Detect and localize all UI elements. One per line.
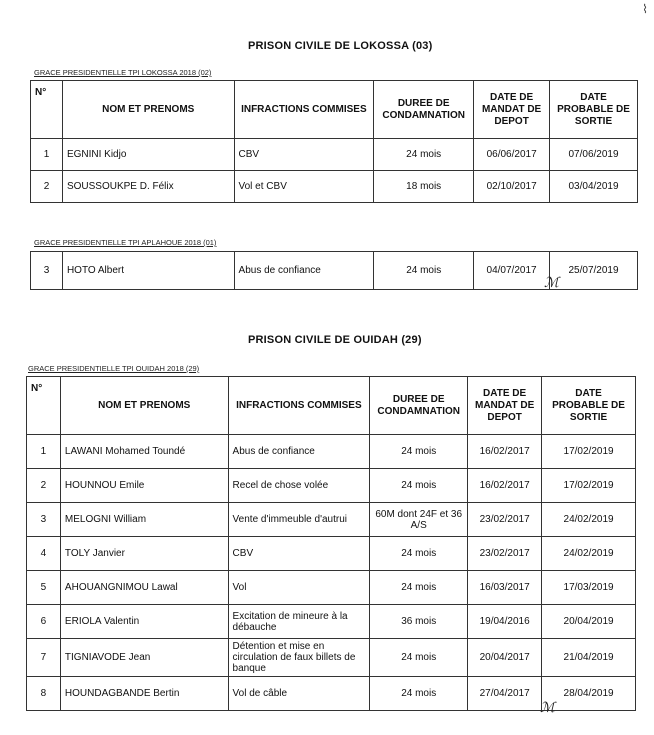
col-header-release: DATE PROBABLE DE SORTIE: [542, 377, 636, 435]
cell-deposit: 06/06/2017: [474, 139, 550, 171]
col-header-name: NOM ET PRENOMS: [60, 377, 228, 435]
cell-name: LAWANI Mohamed Toundé: [60, 435, 228, 469]
cell-deposit: 16/02/2017: [468, 469, 542, 503]
cell-release: 24/02/2019: [542, 537, 636, 571]
cell-no: 3: [27, 503, 61, 537]
cell-duration: 18 mois: [374, 171, 474, 203]
cell-name: HOUNNOU Emile: [60, 469, 228, 503]
table-row: [27, 503, 636, 537]
cell-release: 17/03/2019: [542, 571, 636, 605]
cell-deposit: 27/04/2017: [468, 677, 542, 711]
cell-name: EGNINI Kidjo: [62, 139, 234, 171]
table-row: [27, 435, 636, 469]
cell-name: MELOGNI William: [60, 503, 228, 537]
cell-deposit: 04/07/2017: [474, 252, 550, 290]
cell-name: ERIOLA Valentin: [60, 605, 228, 639]
cell-offense: Recel de chose volée: [228, 469, 370, 503]
cell-duration: 24 mois: [370, 639, 468, 677]
subtitle-aplahoue: GRACE PRESIDENTIELLE TPI APLAHOUE 2018 (01): [34, 238, 217, 247]
col-header-duration: DUREE DE CONDAMNATION: [374, 81, 474, 139]
cell-duration: 60M dont 24F et 36 A/S: [370, 503, 468, 537]
cell-no: 4: [27, 537, 61, 571]
cell-name: AHOUANGNIMOU Lawal: [60, 571, 228, 605]
cell-no: 2: [31, 171, 63, 203]
cell-offense: Vente d'immeuble d'autrui: [228, 503, 370, 537]
cell-release: 07/06/2019: [550, 139, 638, 171]
table-row: [31, 171, 638, 203]
cell-name: SOUSSOUKPE D. Félix: [62, 171, 234, 203]
cell-name: TIGNIAVODE Jean: [60, 639, 228, 677]
signature-mark-icon: ℳ: [540, 700, 555, 716]
cell-release: 17/02/2019: [542, 435, 636, 469]
subtitle-ouidah: GRACE PRESIDENTIELLE TPI OUIDAH 2018 (29): [28, 364, 200, 373]
cell-release: 20/04/2019: [542, 605, 636, 639]
col-header-no: N°: [27, 377, 61, 435]
table-row: [27, 571, 636, 605]
table-header-row: [31, 81, 638, 139]
cell-offense: Abus de confiance: [234, 252, 374, 290]
signature-mark-icon: ℳ: [544, 275, 559, 291]
cell-no: 3: [31, 252, 63, 290]
col-header-no: N°: [31, 81, 63, 139]
cell-release: 21/04/2019: [542, 639, 636, 677]
cell-deposit: 16/03/2017: [468, 571, 542, 605]
table-row: [27, 537, 636, 571]
col-header-deposit: DATE DE MANDAT DE DEPOT: [468, 377, 542, 435]
cell-deposit: 23/02/2017: [468, 537, 542, 571]
cell-duration: 24 mois: [370, 571, 468, 605]
cell-duration: 24 mois: [370, 677, 468, 711]
cell-deposit: 02/10/2017: [474, 171, 550, 203]
cell-no: 7: [27, 639, 61, 677]
section-title-lokossa: PRISON CIVILE DE LOKOSSA (03): [248, 40, 433, 52]
cell-duration: 24 mois: [370, 469, 468, 503]
table-lokossa: [30, 80, 638, 203]
cell-offense: Excitation de mineure à la débauche: [228, 605, 370, 639]
cell-offense: Vol et CBV: [234, 171, 374, 203]
cell-deposit: 19/04/2016: [468, 605, 542, 639]
cell-offense: Abus de confiance: [228, 435, 370, 469]
col-header-deposit: DATE DE MANDAT DE DEPOT: [474, 81, 550, 139]
cell-release: 25/07/2019: [550, 252, 638, 290]
section-title-ouidah: PRISON CIVILE DE OUIDAH (29): [248, 334, 422, 346]
col-header-name: NOM ET PRENOMS: [62, 81, 234, 139]
table-row: [27, 605, 636, 639]
table-row: [31, 139, 638, 171]
table-ouidah: [26, 376, 636, 711]
subtitle-lokossa: GRACE PRESIDENTIELLE TPI LOKOSSA 2018 (02): [34, 68, 212, 77]
cell-offense: CBV: [228, 537, 370, 571]
cell-release: 17/02/2019: [542, 469, 636, 503]
cell-deposit: 20/04/2017: [468, 639, 542, 677]
cell-release: 03/04/2019: [550, 171, 638, 203]
col-header-release: DATE PROBABLE DE SORTIE: [550, 81, 638, 139]
cell-duration: 24 mois: [370, 537, 468, 571]
cell-name: TOLY Janvier: [60, 537, 228, 571]
cell-offense: Détention et mise en circulation de faux billets de banque: [228, 639, 370, 677]
cell-duration: 24 mois: [374, 139, 474, 171]
corner-mark-icon: ⌇: [642, 2, 648, 16]
cell-name: HOTO Albert: [62, 252, 234, 290]
cell-no: 5: [27, 571, 61, 605]
cell-deposit: 16/02/2017: [468, 435, 542, 469]
col-header-offense: INFRACTIONS COMMISES: [228, 377, 370, 435]
cell-release: 24/02/2019: [542, 503, 636, 537]
col-header-duration: DUREE DE CONDAMNATION: [370, 377, 468, 435]
col-header-offense: INFRACTIONS COMMISES: [234, 81, 374, 139]
cell-no: 1: [27, 435, 61, 469]
cell-release: 28/04/2019: [542, 677, 636, 711]
table-header-row: [27, 377, 636, 435]
cell-offense: CBV: [234, 139, 374, 171]
table-row: [27, 639, 636, 677]
cell-offense: Vol: [228, 571, 370, 605]
cell-duration: 24 mois: [374, 252, 474, 290]
cell-deposit: 23/02/2017: [468, 503, 542, 537]
cell-name: HOUNDAGBANDE Bertin: [60, 677, 228, 711]
cell-duration: 36 mois: [370, 605, 468, 639]
cell-offense: Vol de câble: [228, 677, 370, 711]
cell-duration: 24 mois: [370, 435, 468, 469]
cell-no: 6: [27, 605, 61, 639]
cell-no: 2: [27, 469, 61, 503]
cell-no: 1: [31, 139, 63, 171]
table-row: [27, 469, 636, 503]
cell-no: 8: [27, 677, 61, 711]
